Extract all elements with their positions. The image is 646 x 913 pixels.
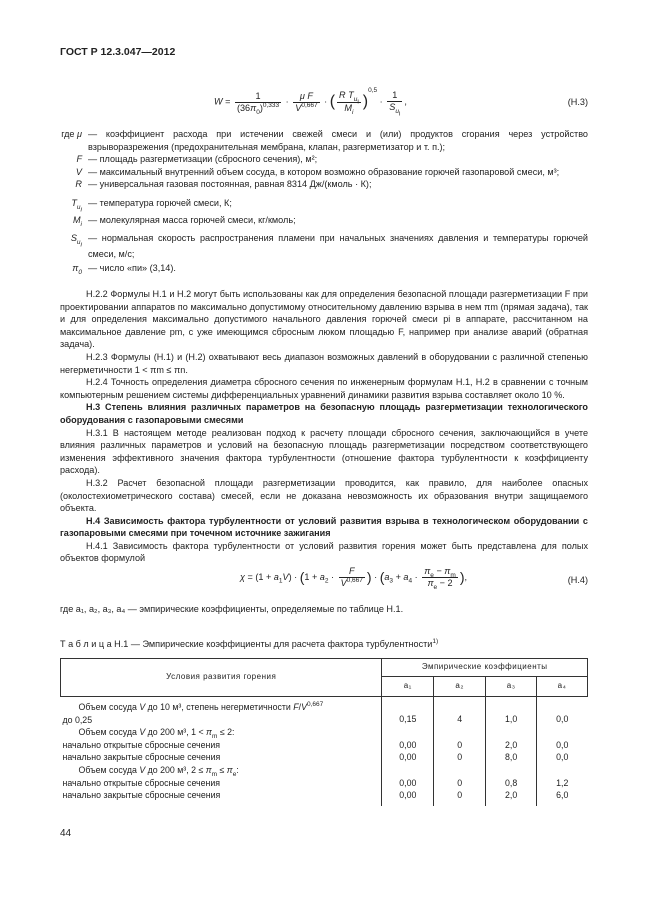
definition-m-text: — молекулярная масса горючей смеси, кг/кмоль;	[88, 214, 296, 225]
definition-r	[60, 178, 588, 191]
table-cell	[434, 726, 486, 739]
table-row-label: начально закрытые сбросные сечения	[61, 751, 382, 764]
table-row-label: начально закрытые сбросные сечения	[61, 789, 382, 806]
definition-f-symbol: F	[76, 154, 82, 165]
definition-t-symbol: $T_{u_i}$	[71, 197, 82, 214]
table-row	[61, 777, 588, 790]
definition-pi-symbol: $\pi_0$	[72, 263, 82, 276]
table-row	[61, 739, 588, 752]
definition-mu-symbol: где μ	[61, 129, 82, 139]
definition-m-symbol: $M_i$	[72, 214, 82, 228]
table-cell: 1,2	[556, 777, 569, 788]
definition-v-symbol: V	[75, 166, 82, 177]
table-cell: 1,0	[486, 697, 537, 727]
formula-h4-body: $\chi = (1 + a_1V) \cdot (1 + a_2$ · $\frac{F}{V^{0,667}}$ ) · ($a_3 + a_4$ · $\frac{\pi_e - \pi_m}{\pi_e - 2}$ ),	[240, 566, 468, 591]
table-row-label: Объем сосуда V до 200 м³, $2 \le \pi_m \le \pi_e$:	[61, 764, 382, 777]
definition-s	[60, 230, 588, 262]
table-head-a3: a₃	[486, 677, 537, 697]
section-h2-paragraphs	[60, 288, 588, 565]
table-head-coefficients: Эмпирические коэффициенты	[382, 659, 588, 677]
formula-h4-explanation: где a₁, a₂, a₃, a₄ — эмпирические коэффициенты, определяемые по таблице Н.1.	[60, 604, 404, 614]
table-cell: 0,00	[382, 751, 434, 764]
paragraph-h31: Н.3.1 В настоящем методе реализован подход к расчету площади сбросного сечения, заключающийся в учете влияния различных параметров и условий на безопасную площадь разгерметизации посредством соответствующего изменения эффективного значения фактора турбулентности (отношение фактора турбулентности к коэффициенту расхода).	[60, 427, 588, 476]
table-cell	[537, 726, 588, 739]
formula-h3-number: (Н.3)	[567, 97, 588, 107]
definition-pi	[60, 262, 588, 275]
table-cell	[486, 726, 537, 739]
definition-pi-text: — число «пи» (3,14).	[88, 263, 176, 274]
table-cell: 0,00	[382, 789, 434, 806]
page-number: 44	[60, 828, 72, 839]
paragraph-h23: Н.2.3 Формулы (Н.1) и (Н.2) охватывают весь диапазон возможных давлений в оборудовании с различной степенью негерметичности 1 < πm ≤ πn.	[60, 351, 588, 375]
definition-m	[60, 214, 588, 227]
definition-v	[60, 166, 588, 179]
definition-t-text: — температура горючей смеси, К;	[88, 197, 232, 208]
table-head-a1: a₁	[382, 677, 434, 697]
table-row	[61, 764, 588, 777]
definition-r-symbol: R	[75, 179, 82, 190]
table-cell: 0,0	[556, 714, 569, 724]
table-cell: 6,0	[556, 790, 569, 801]
definition-v-text: — максимальный внутренний объем сосуда, в котором возможно образование горючей газопаровой смеси, м³;	[88, 166, 560, 177]
table-cell: 0,0	[556, 752, 569, 763]
formula-h3-body: W = $\frac{1}{(36\pi_0)^{0,333}}$ · $\frac{\text{μ F}}{V^{0,667}}$ · ( $\frac{R T_{u_i}}{M_i}$ )$^{0,5}$ · $\frac{1}{S_{u_i}}$ ,	[214, 87, 407, 118]
table-row	[61, 726, 588, 739]
table-row	[61, 751, 588, 764]
table-cell: 0	[434, 777, 486, 790]
definition-s-symbol: $S_{u_i}$	[70, 233, 82, 249]
table-cell: 0	[434, 751, 486, 764]
definitions-list	[60, 128, 588, 275]
table-head-conditions: Условия развития горения	[61, 659, 382, 697]
document-header: ГОСТ Р 12.3.047—2012	[60, 46, 176, 58]
table-row	[61, 697, 588, 727]
definition-t	[60, 197, 588, 214]
table-cell: 2,0	[486, 789, 537, 806]
table-head-a2: a₂	[434, 677, 486, 697]
table-cell: 0,00	[382, 739, 434, 752]
table-cell: 0	[434, 789, 486, 806]
table-cell: 0,00	[382, 777, 434, 790]
definition-s-text: — нормальная скорость распространения пламени при начальных значениях давления и температуры горючей смеси, м/с;	[88, 233, 588, 260]
table-cell	[382, 726, 434, 739]
table-cell	[382, 764, 434, 777]
table-cell: 8,0	[486, 751, 537, 764]
definition-mu	[60, 128, 588, 153]
table-row-label: Объем сосуда V до 200 м³, $1 < \pi_m \le 2$:	[61, 726, 382, 739]
table-cell: 0,15	[382, 697, 434, 727]
paragraph-h22: Н.2.2 Формулы Н.1 и Н.2 могут быть использованы как для определения безопасной площади разгерметизации F при проектировании аппаратов по максимально допустимому относительному давлению взрыва в нем πm (прямая задача), так и для определения максимально допустимого начального давления горючей смеси pi в аппарате, рассчитанном на максимальное давление pm, с уже имеющимся сбросным люком площадью F, например при анализе аварий (обратная задача).	[60, 289, 588, 350]
paragraph-h32: Н.3.2 Расчет безопасной площади разгерметизации проводится, как правило, для наиболее опасных (околостехиометрического состава) смесей, если не доказана невозможность их образования внутри защищаемого объекта.	[60, 477, 588, 514]
table-caption: Т а б л и ц а Н.1 — Эмпирические коэффициенты для расчета фактора турбулентности$^{1)}$	[60, 637, 439, 649]
coefficients-table	[60, 658, 588, 806]
table-cell: 4	[434, 697, 486, 727]
table-cell	[434, 764, 486, 777]
table-cell: 2,0	[486, 739, 537, 752]
table-head-a4: a₄	[537, 677, 588, 697]
definition-r-text: — универсальная газовая постоянная, равная 8314 Дж/(кмоль · К);	[88, 179, 372, 190]
table-row-label: начально открытые сбросные сечения	[61, 777, 382, 790]
table-cell	[537, 764, 588, 777]
definition-mu-text: — коэффициент расхода при истечении свежей смеси и (или) продуктов сгорания через устройство взрыворазрежения (предохранительная мембрана, клапан, разгерметизатор и т. п.);	[88, 129, 588, 152]
table-cell: 0,0	[556, 739, 569, 750]
table-cell: 0,8	[486, 777, 537, 790]
definition-f-text: — площадь разгерметизации (сбросного сечения), м²;	[88, 154, 318, 165]
formula-h4	[60, 562, 588, 596]
definition-f	[60, 153, 588, 166]
table-row	[61, 789, 588, 806]
heading-h4: Н.4 Зависимость фактора турбулентности от условий развития взрыва в технологическом оборудовании с газопаровыми смесями при точечном источнике зажигания	[60, 515, 588, 539]
formula-h4-number: (Н.4)	[567, 575, 588, 585]
paragraph-h41: Н.4.1 Зависимость фактора турбулентности от условий развития горения может быть представлена для полых объектов формулой	[60, 540, 588, 564]
table-cell	[486, 764, 537, 777]
formula-h3	[60, 82, 588, 122]
heading-h3: Н.3 Степень влияния различных параметров на безопасную площадь разгерметизации технологического оборудования с газопаровыми смесями	[60, 402, 588, 425]
table-cell: 0	[434, 739, 486, 752]
table-row-label: начально открытые сбросные сечения	[61, 739, 382, 752]
paragraph-h24: Н.2.4 Точность определения диаметра сбросного сечения по инженерным формулам Н.1, Н.2 в сравнении с точным компьютерным решением системы дифференциальных уравнений динамики развития взрыва составляет около 10 %.	[60, 377, 588, 400]
table-row-label: Объем сосуда V до 10 м³, степень негерметичности $F/V^{0,667}$ до 0,25	[61, 697, 382, 727]
